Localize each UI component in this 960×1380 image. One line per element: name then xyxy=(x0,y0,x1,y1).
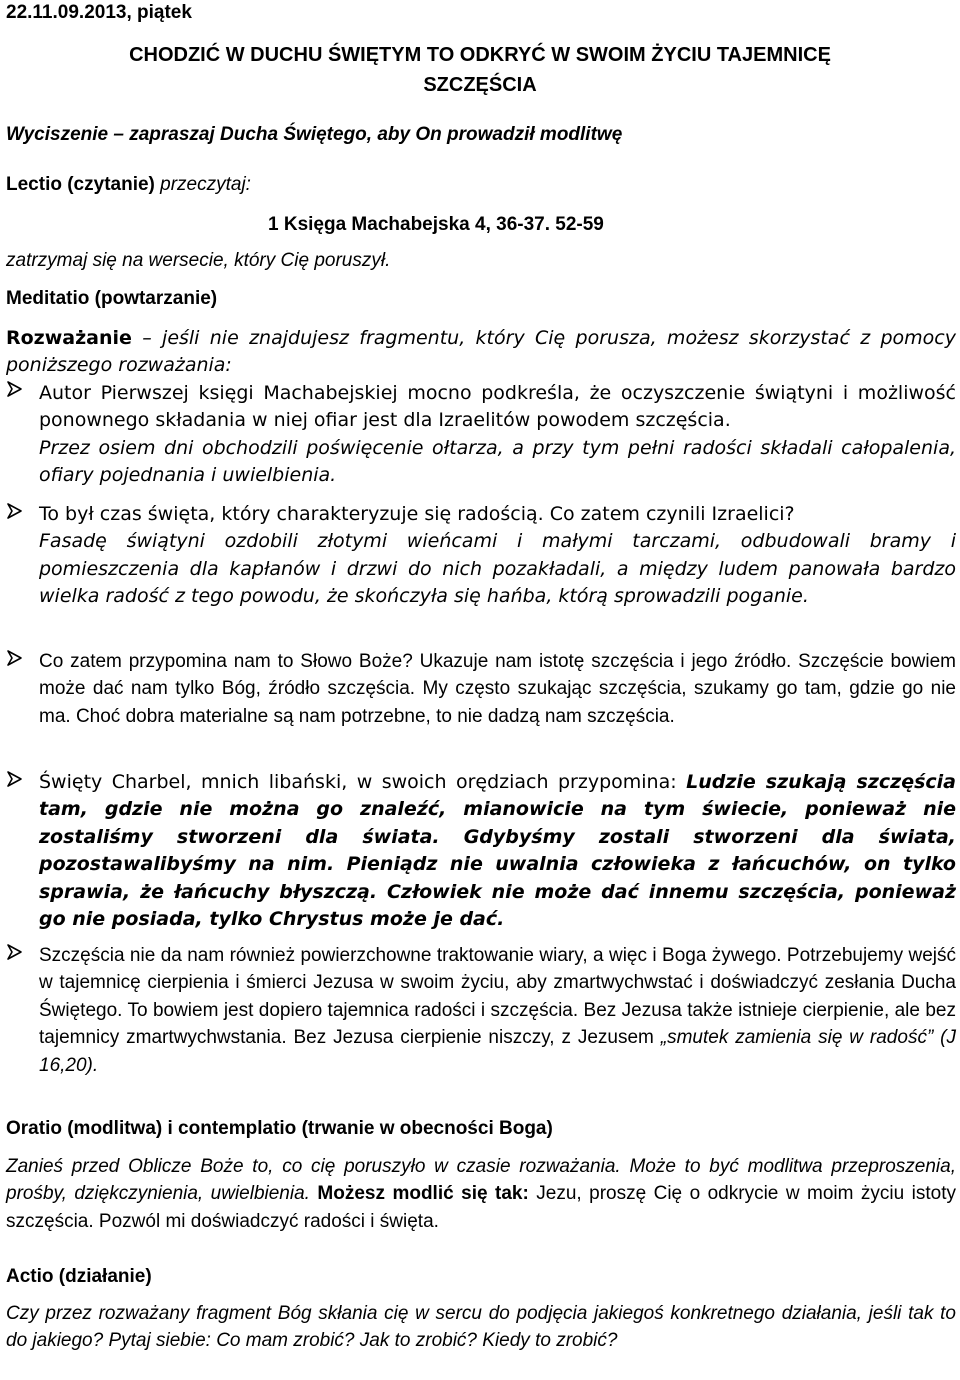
bullet-1-quote: Przez osiem dni obchodzili poświęcenie ołtarza, a przy tym pełni radości składali całopalenia, ofiary pojednania i uwielbienia. xyxy=(39,436,956,487)
bullet-1-text: Autor Pierwszej księgi Machabejskiej mocno podkreśla, że oczyszczenie świątyni i możliwość ponownego składania w niej ofiar jest dla Izraelitów powodem szczęścia. xyxy=(39,382,956,432)
rozwazanie-intro: – jeśli nie znajdujesz fragmentu, który Cię porusza, możesz skorzystać z pomocy poniższego rozważania: xyxy=(6,327,956,377)
arrow-bullet-icon xyxy=(6,769,30,795)
rozwazanie-label: Rozważanie xyxy=(6,327,132,349)
arrow-bullet-icon xyxy=(6,501,30,527)
oratio-instruction: Zanieś przed Oblicze Boże to, co cię poruszyło w czasie rozważania. Może to być modlitwa przeproszenia, prośby, dziękczynienia, uwielbienia. xyxy=(6,1156,956,1205)
page-title-line-2: SZCZĘŚCIA xyxy=(423,74,537,96)
bullet-item-1 xyxy=(39,380,956,490)
oratio-prayer: Jezu, proszę Cię o odkrycie w moim życiu istoty szczęścia. Pozwól mi doświadczyć radości i święta. xyxy=(6,1183,956,1232)
date-line: 22.11.09.2013, piątek xyxy=(6,2,192,23)
actio-paragraph: Czy przez rozważany fragment Bóg skłania cię w sercu do podjęcia jakiegoś konkretnego działania, jeśli tak to do jakiego? Pytaj siebie: Co mam zrobić? Jak to zrobić? Kiedy to zrobić? xyxy=(6,1303,956,1352)
oratio-paragraph xyxy=(6,1153,956,1235)
wyciszenie-line: Wyciszenie – zapraszaj Ducha Świętego, aby On prowadził modlitwę xyxy=(6,124,623,145)
lectio-label: Lectio (czytanie) xyxy=(6,174,155,195)
bullet-item-5 xyxy=(39,942,956,1079)
rozwazanie-paragraph xyxy=(6,325,956,380)
meditatio-heading: Meditatio (powtarzanie) xyxy=(6,288,218,309)
arrow-bullet-icon xyxy=(6,942,30,968)
bullet-4-quote: Ludzie szukają szczęścia tam, gdzie nie można go znaleźć, mianowicie na tym świecie, ponieważ nie zostaliśmy stworzeni dla świata. Gdybyśmy zostali stworzeni dla świata, pozostawalibyśmy na nim. Pieniądz nie uwalnia człowieka z łańcuchów, on tylko sprawia, że łańcuchy błyszczą. Człowiek nie może dać innemu szczęścia, ponieważ go nie posiada, tylko Chrystus może je dać. xyxy=(39,771,956,931)
lectio-line xyxy=(6,172,251,198)
bullet-5-text: Szczęścia nie da nam również powierzchowne traktowanie wiary, a więc i Boga żywego. Potrzebujemy wejść w tajemnicę cierpienia i śmierci Jezusa w swoim życiu, aby zmartwychwstać i doświadczyć zesłania Ducha Świętego. To bowiem jest dopiero tajemnica radości i szczęścia. Bez Jezusa także istnieje cierpienie, ale bez tajemnicy zmartwychwstania. Bez Jezusa cierpienie niszczy, z Jezusem xyxy=(39,945,956,1049)
bullet-3-text: Co zatem przypomina nam to Słowo Boże? Ukazuje nam istotę szczęścia i jego źródło. Szczęście bowiem może dać nam tylko Bóg, źródło szczęścia. My często szukając szczęścia, szukamy go tam, gdzie go nie ma. Choć dobra materialne są nam potrzebne, to nie dadzą nam szczęścia. xyxy=(39,651,956,727)
oratio-heading: Oratio (modlitwa) i contemplatio (trwanie w obecności Boga) xyxy=(6,1118,553,1139)
bullet-5-quote: „smutek zamienia się w radość” (J 16,20). xyxy=(39,1027,956,1076)
lectio-instruction: przeczytaj: xyxy=(154,174,251,195)
arrow-bullet-icon xyxy=(6,648,30,674)
reading-reference: 1 Księga Machabejska 4, 36-37. 52-59 xyxy=(268,214,604,235)
bullet-item-3 xyxy=(39,648,956,730)
zatrzymaj-line: zatrzymaj się na wersecie, który Cię poruszył. xyxy=(6,250,391,271)
bullet-2-text: To był czas święta, który charakteryzuje się radością. Co zatem czynili Izraelici? xyxy=(39,503,795,525)
actio-heading: Actio (działanie) xyxy=(6,1266,152,1287)
oratio-prompt: Możesz modlić się tak: xyxy=(309,1183,529,1205)
bullet-2-quote: Fasadę świątyni ozdobili złotymi wieńcami i małymi tarczami, odbudowali bramy i pomieszczenia dla kapłanów i drzwi do nich pozakładali, a między ludem panowała bardzo wielka radość z tego powodu, że skończyła się hańba, którą sprowadzili poganie. xyxy=(39,530,956,608)
bullet-4-text: Święty Charbel, mnich libański, w swoich orędziach przypomina: xyxy=(39,771,687,793)
page-title-line-1: CHODZIĆ W DUCHU ŚWIĘTYM TO ODKRYĆ W SWOIM ŻYCIU TAJEMNICĘ xyxy=(129,44,831,66)
bullet-item-4 xyxy=(39,769,956,933)
arrow-bullet-icon xyxy=(6,379,30,405)
bullet-item-2 xyxy=(39,501,956,611)
